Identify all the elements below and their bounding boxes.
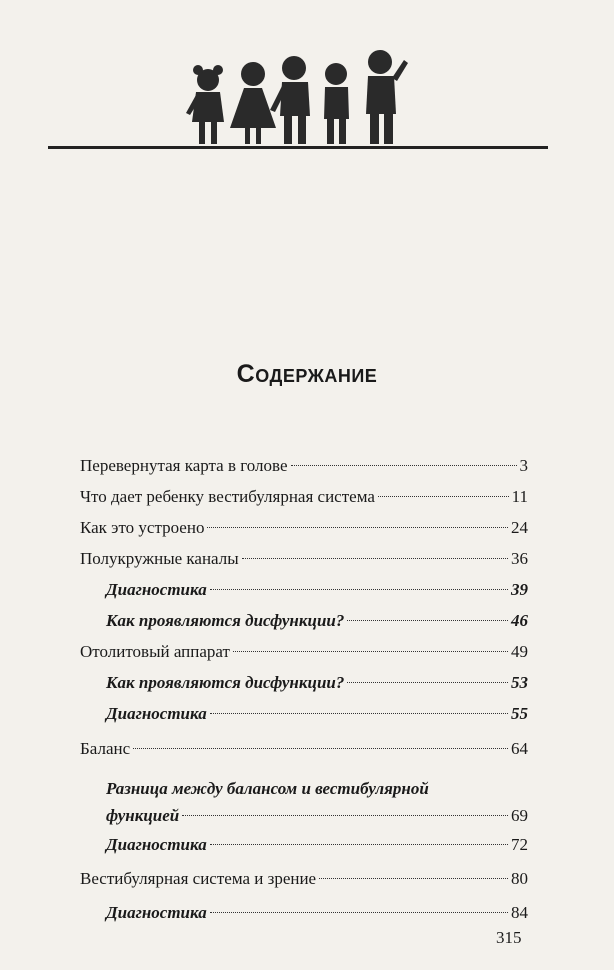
toc-subentry[interactable] <box>80 897 528 928</box>
header-rule <box>48 146 548 149</box>
dot-leader <box>210 589 508 590</box>
toc-entry-text-line2: функцией <box>106 806 180 825</box>
dot-leader <box>378 496 509 497</box>
dot-leader <box>319 878 508 879</box>
toc-entry-text: Диагностика <box>106 580 207 599</box>
toc-entry-page: 39 <box>511 580 528 599</box>
toc-entry-text: Перевернутая карта в голове <box>80 456 288 475</box>
dot-leader <box>347 682 508 683</box>
dot-leader <box>210 912 508 913</box>
toc-entry[interactable] <box>80 512 528 543</box>
children-silhouettes-illustration <box>48 40 548 150</box>
toc-subentry[interactable] <box>80 829 528 860</box>
toc-entry[interactable] <box>80 543 528 574</box>
toc-entry-text: Как это устроено <box>80 518 205 537</box>
toc-entry-page: 64 <box>511 739 528 758</box>
dot-leader <box>242 558 508 559</box>
toc-entry-text: Как проявляются дисфункции? <box>106 611 345 630</box>
toc-entry-text-line1: Разница между балансом и вестибулярной <box>106 779 429 798</box>
dot-leader <box>133 748 508 749</box>
dot-leader <box>291 465 517 466</box>
toc-subentry[interactable] <box>80 775 528 829</box>
dot-leader <box>182 815 508 816</box>
toc-entry-page: 49 <box>511 642 528 661</box>
toc-entry[interactable] <box>80 729 528 769</box>
toc-entry-page: 11 <box>511 487 528 506</box>
toc-entry[interactable] <box>80 636 528 667</box>
dot-leader <box>233 651 508 652</box>
toc-entry-text: Диагностика <box>106 704 207 723</box>
toc-entry-text: Вестибулярная система и зрение <box>80 869 317 888</box>
dot-leader <box>207 527 508 528</box>
toc-entry-text: Диагностика <box>106 835 207 854</box>
toc-entry-text: Баланс <box>80 739 131 758</box>
toc-entry-page: 53 <box>511 673 528 692</box>
toc-entry-page: 80 <box>511 869 528 888</box>
toc-entry-page: 24 <box>511 518 528 537</box>
toc-subentry[interactable] <box>80 605 528 636</box>
toc-subentry[interactable] <box>80 698 528 729</box>
toc-entry-page: 55 <box>511 704 528 723</box>
dot-leader <box>210 713 508 714</box>
toc-entry[interactable] <box>80 860 528 897</box>
toc-entry-page: 84 <box>511 903 528 922</box>
table-of-contents <box>80 450 528 928</box>
page-number: 315 <box>496 928 522 947</box>
dot-leader <box>347 620 508 621</box>
toc-entry-text: Отолитовый аппарат <box>80 642 230 661</box>
page-title: Содержание <box>236 360 378 388</box>
toc-entry-page: 46 <box>511 611 528 630</box>
toc-entry-text: Диагностика <box>106 903 207 922</box>
toc-entry[interactable] <box>80 450 528 481</box>
toc-entry-page: 36 <box>511 549 528 568</box>
toc-entry-text: Что дает ребенку вестибулярная система <box>80 487 375 506</box>
toc-entry[interactable] <box>80 481 528 512</box>
toc-entry-page: 72 <box>511 835 528 854</box>
toc-entry-text: Полукружные каналы <box>80 549 239 568</box>
dot-leader <box>210 844 508 845</box>
toc-subentry[interactable] <box>80 667 528 698</box>
toc-entry-page: 3 <box>519 456 528 475</box>
toc-entry-page: 69 <box>511 806 528 825</box>
toc-entry-text: Как проявляются дисфункции? <box>106 673 345 692</box>
toc-subentry[interactable] <box>80 574 528 605</box>
